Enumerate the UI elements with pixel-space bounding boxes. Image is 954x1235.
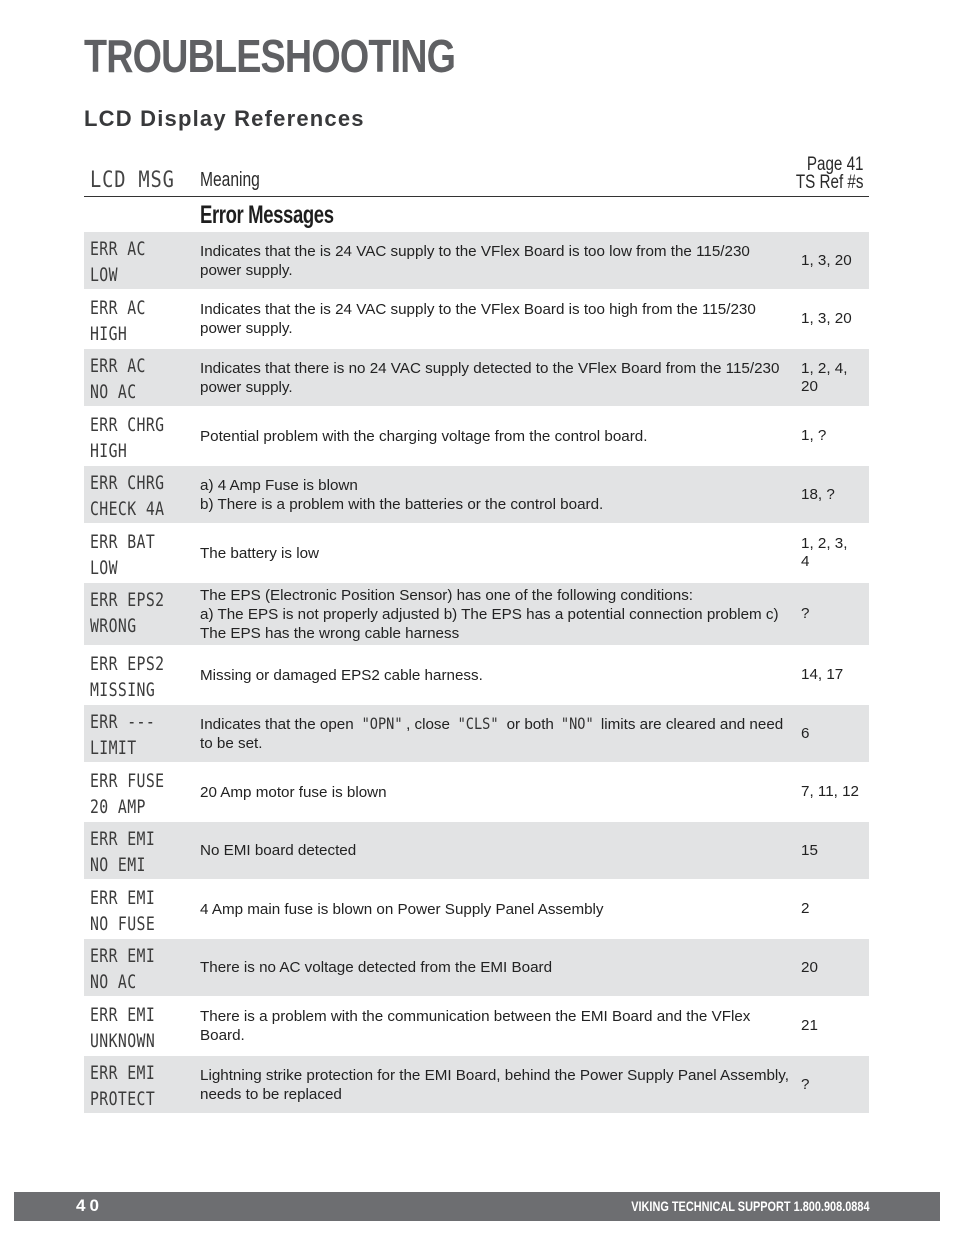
lcd-line-2: HIGH	[90, 323, 128, 345]
lcd-line-1: ERR AC	[90, 238, 146, 260]
lcd-line-1: ERR AC	[90, 297, 146, 319]
lcd-line-2: PROTECT	[90, 1088, 156, 1110]
column-header-lcd-msg: LCD MSG	[90, 168, 175, 193]
meaning-cell: There is a problem with the communication between the EMI Board and the VFlex Board.	[200, 1008, 751, 1044]
lcd-message	[84, 1056, 194, 1112]
group-title-error-messages: Error Messages	[200, 201, 334, 229]
ref-cell: 2	[801, 900, 810, 917]
table-row	[84, 1056, 869, 1115]
lcd-line-1: ERR BAT	[90, 531, 156, 553]
lcd-line-2: WRONG	[90, 615, 137, 637]
table-row	[84, 583, 869, 647]
lcd-line-1: ERR CHRG	[90, 414, 165, 436]
table-row	[84, 232, 869, 291]
lcd-message	[84, 998, 194, 1054]
page-number: 40	[76, 1196, 103, 1215]
footer-bar	[14, 1192, 940, 1221]
meaning-cell: Potential problem with the charging voltage from the control board.	[200, 427, 648, 445]
ref-cell: 1, 2, 3, 4	[801, 535, 848, 570]
ref-cell: 15	[801, 841, 818, 859]
lcd-line-1: ERR CHRG	[90, 472, 165, 494]
table-row	[84, 764, 869, 822]
lcd-line-1: ERR ---	[90, 711, 156, 733]
lcd-line-2: NO AC	[90, 381, 137, 403]
meaning-cell: The battery is low	[200, 544, 320, 562]
lcd-line-1: ERR EMI	[90, 1062, 156, 1084]
lcd-message	[84, 232, 194, 288]
support-phone: VIKING TECHNICAL SUPPORT 1.800.908.0884	[631, 1198, 870, 1214]
meaning-cell: Indicates that there is no 24 VAC supply detected to the VFlex Board from the 115/230 power supply.	[200, 359, 780, 396]
meaning-line-2: a) The EPS is not properly adjusted b) The EPS has a potential connection problem c) The EPS has the wrong cable harness	[200, 605, 779, 642]
lcd-line-1: ERR EMI	[90, 828, 156, 850]
meaning-cell	[194, 476, 795, 514]
lcd-message	[84, 822, 194, 878]
meaning-cell: 20 Amp motor fuse is blown	[200, 783, 387, 801]
meaning-text-d: limits are cleared and need to be set.	[200, 716, 784, 752]
ref-cell: 18, ?	[801, 485, 835, 503]
lcd-message	[84, 705, 194, 761]
lcd-message	[84, 466, 194, 522]
lcd-message	[84, 408, 194, 464]
group-row	[84, 197, 869, 232]
lcd-line-1: ERR EPS2	[90, 653, 165, 675]
ref-cell: 1, 3, 20	[801, 251, 852, 269]
lcd-message	[84, 349, 194, 405]
table-row	[84, 939, 869, 998]
lcd-line-2: NO AC	[90, 971, 137, 993]
meaning-cell	[194, 714, 795, 753]
lcd-code-opn: "OPN"	[361, 714, 403, 733]
lcd-line-1: ERR AC	[90, 355, 146, 377]
lcd-line-2: LOW	[90, 264, 118, 286]
ref-cell: 7, 11, 12	[801, 783, 859, 800]
meaning-cell: Indicates that the is 24 VAC supply to the VFlex Board is too high from the 115/230 power supply.	[200, 301, 756, 337]
table-row	[84, 466, 869, 525]
lcd-line-1: ERR EPS2	[90, 589, 165, 611]
meaning-cell: Missing or damaged EPS2 cable harness.	[200, 666, 483, 684]
lcd-message	[84, 881, 194, 937]
lcd-line-1: ERR EMI	[90, 945, 156, 967]
ref-cell: 1, 2, 4, 20	[801, 359, 848, 395]
lcd-code-cls: "CLS"	[457, 714, 499, 733]
meaning-cell: There is no AC voltage detected from the EMI Board	[200, 959, 553, 976]
table-row	[84, 291, 869, 349]
meaning-cell: No EMI board detected	[200, 842, 357, 859]
table-row	[84, 349, 869, 408]
section-title: LCD Display References	[84, 106, 365, 131]
lcd-message	[84, 525, 194, 581]
lcd-line-2: NO FUSE	[90, 913, 156, 935]
lcd-reference-table	[84, 152, 869, 1115]
lcd-message	[84, 939, 194, 995]
lcd-line-1: ERR EMI	[90, 1004, 156, 1026]
lcd-line-2: UNKNOWN	[90, 1030, 156, 1052]
ref-cell: ?	[801, 1075, 810, 1093]
lcd-line-2: LOW	[90, 557, 118, 579]
ref-cell: ?	[801, 605, 810, 622]
meaning-line-1: The EPS (Electronic Position Sensor) has one of the following conditions:	[200, 586, 694, 604]
lcd-line-2: LIMIT	[90, 737, 137, 759]
lcd-line-2: MISSING	[90, 679, 156, 701]
ref-cell: 14, 17	[801, 666, 844, 683]
lcd-line-1: ERR EMI	[90, 887, 156, 909]
lcd-line-2: 20 AMP	[90, 796, 146, 818]
meaning-line-1: a) 4 Amp Fuse is blown	[200, 476, 358, 494]
meaning-cell: 4 Amp main fuse is blown on Power Supply Panel Assembly	[200, 900, 604, 918]
table-row	[84, 647, 869, 705]
lcd-message	[84, 764, 194, 820]
ref-cell: 20	[801, 958, 818, 976]
table-row	[84, 998, 869, 1056]
ref-cell: 21	[801, 1017, 818, 1034]
meaning-cell: Indicates that the is 24 VAC supply to the VFlex Board is too low from the 115/230 power supply.	[200, 242, 750, 279]
lcd-line-2: CHECK 4A	[90, 498, 165, 520]
lcd-message	[84, 583, 194, 639]
lcd-code-no: "NO"	[560, 714, 594, 733]
meaning-cell	[194, 586, 795, 643]
lcd-line-2: NO EMI	[90, 854, 146, 876]
meaning-text-b: , close	[406, 716, 455, 733]
table-row	[84, 881, 869, 939]
column-header-ref	[795, 156, 863, 192]
table-row	[84, 525, 869, 583]
meaning-text-c: or both	[502, 716, 559, 733]
page-title: TROUBLESHOOTING	[84, 30, 456, 82]
ref-cell: 1, ?	[801, 427, 827, 444]
meaning-text-a: Indicates that the open	[200, 716, 358, 733]
lcd-line-1: ERR FUSE	[90, 770, 165, 792]
lcd-message	[84, 647, 194, 703]
column-header-meaning: Meaning	[200, 169, 260, 191]
ref-cell: 6	[801, 724, 810, 742]
table-header	[84, 152, 869, 197]
ref-cell: 1, 3, 20	[801, 310, 852, 327]
lcd-message	[84, 291, 194, 347]
column-header-ref-ts: TS Ref #s	[795, 172, 863, 193]
column-header-ref-page: Page 41	[806, 154, 863, 175]
table-row	[84, 705, 869, 764]
meaning-line-2: b) There is a problem with the batteries or the control board.	[200, 495, 604, 513]
table-row	[84, 822, 869, 881]
table-row	[84, 408, 869, 466]
lcd-line-2: HIGH	[90, 440, 128, 462]
meaning-cell: Lightning strike protection for the EMI Board, behind the Power Supply Panel Assembly, needs to be replaced	[200, 1066, 789, 1103]
